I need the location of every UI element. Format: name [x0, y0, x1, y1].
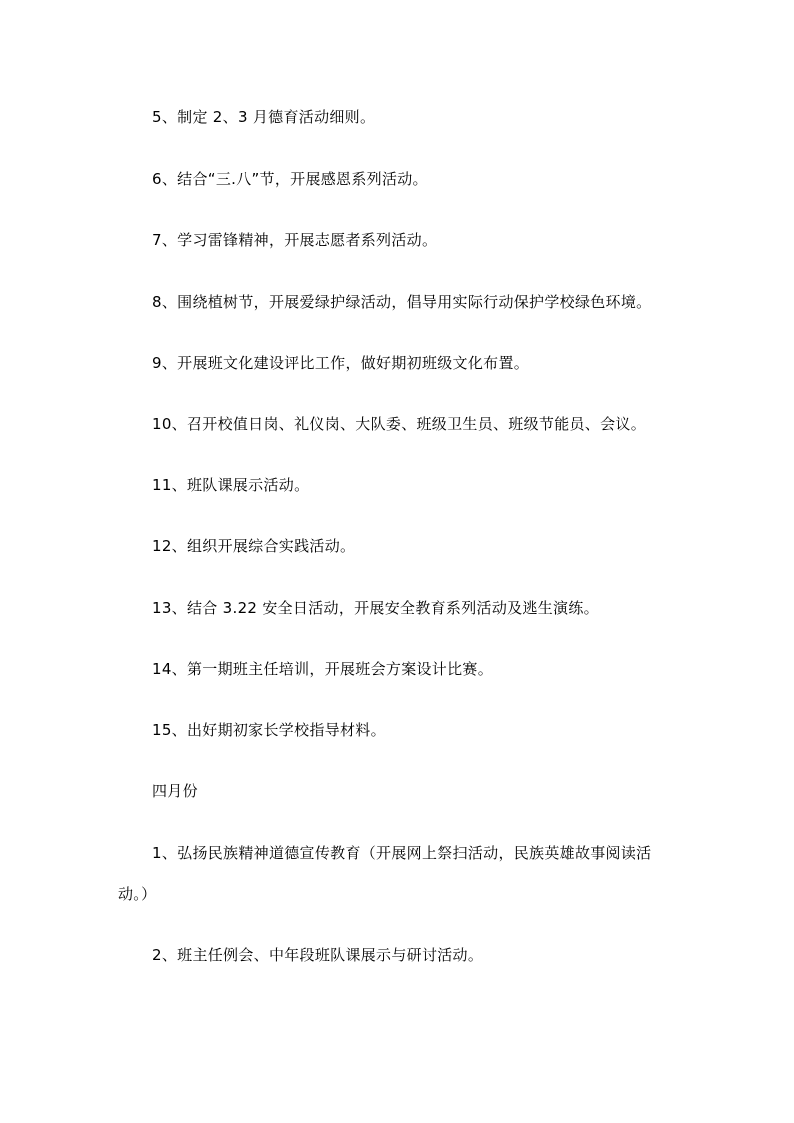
- paragraph-item-12: 12、组织开展综合实践活动。: [152, 537, 356, 555]
- paragraph-item-8: 8、围绕植树节，开展爱绿护绿活动，倡导用实际行动保护学校绿色环境。: [152, 293, 652, 311]
- paragraph-item-14: 14、第一期班主任培训，开展班会方案设计比赛。: [152, 660, 493, 678]
- paragraph-item-11: 11、班队课展示活动。: [152, 476, 310, 494]
- section-heading-april: 四月份: [152, 782, 198, 800]
- paragraph-item-10: 10、召开校值日岗、礼仪岗、大队委、班级卫生员、班级节能员、会议。: [152, 415, 646, 433]
- paragraph-item-5: 5、制定 2、3 月德育活动细则。: [152, 108, 376, 126]
- april-item-2: 2、班主任例会、中年段班队课展示与研讨活动。: [152, 946, 484, 964]
- paragraph-item-6: 6、结合“三.八”节，开展感恩系列活动。: [152, 170, 428, 188]
- paragraph-item-13: 13、结合 3.22 安全日活动，开展安全教育系列活动及逃生演练。: [152, 599, 599, 617]
- paragraph-item-15: 15、出好期初家长学校指导材料。: [152, 721, 386, 739]
- paragraph-item-7: 7、学习雷锋精神，开展志愿者系列活动。: [152, 231, 438, 249]
- paragraph-item-9: 9、开展班文化建设评比工作，做好期初班级文化布置。: [152, 354, 530, 372]
- april-item-1-line-1: 1、弘扬民族精神道德宣传教育（开展网上祭扫活动，民族英雄故事阅读活: [152, 844, 652, 862]
- april-item-1-line-2: 动。）: [118, 885, 157, 903]
